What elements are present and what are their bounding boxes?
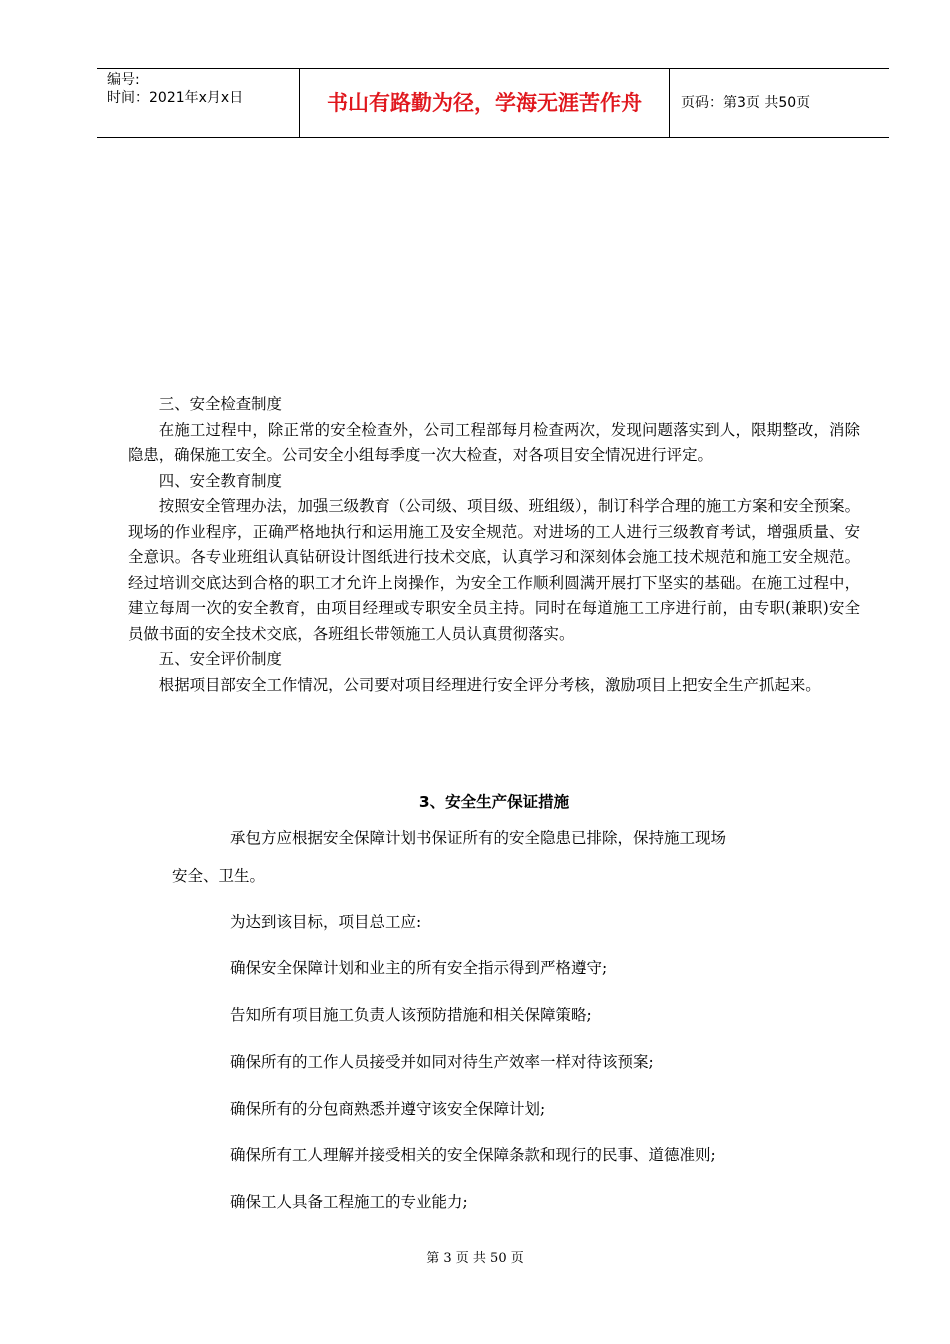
- intro-line: 安全、卫生。: [172, 867, 266, 885]
- page-footer: 第 3 页 共 50 页: [426, 1251, 524, 1266]
- lead-line: 为达到该目标，项目总工应:: [230, 913, 422, 931]
- document-time-label: 时间：2021年x月x日: [107, 90, 244, 106]
- section-title: 3、安全生产保证措施: [418, 793, 570, 811]
- section-heading-check: 三、安全检查制度: [158, 395, 282, 413]
- section-heading-evaluation: 五、安全评价制度: [158, 650, 282, 668]
- document-number-label: 编号:: [107, 72, 140, 88]
- header-divider: [669, 69, 670, 137]
- paragraph-education: 按照安全管理办法，加强三级教育（公司级、项目级、班组级），制订科学合理的施工方案和安全预案。现场的作业程序，正确严格地执行和运用施工及安全规范。对进场的工人进行三级教育考试，增强质量、安全意识。各专业班组认真钻研设计图纸进行技术交底，认真学习和深刻体会施工技术规范和施工安全规范。经过培训交底达到合格的职工才允许上岗操作，为安全工作顺利圆满开展打下坚实的基础。在施工过程中，建立每周一次的安全教育，由项目经理或专职安全员主持。同时在每道施工工序进行前，由专职(兼职)安全员做书面的安全技术交底，各班组长带领施工人员认真贯彻落实。: [128, 497, 860, 643]
- measure-item: 确保安全保障计划和业主的所有安全指示得到严格遵守;: [230, 959, 608, 977]
- document-header: [97, 68, 889, 138]
- header-motto: 书山有路勤为径，学海无涯苦作舟: [327, 91, 642, 115]
- header-meta: [107, 71, 297, 107]
- paragraph-evaluation: 根据项目部安全工作情况，公司要对项目经理进行安全评分考核，激励项目上把安全生产抓起来。: [158, 675, 821, 694]
- header-page-info: 页码：第3页 共50页: [681, 95, 811, 111]
- intro-line: 承包方应根据安全保障计划书保证所有的安全隐患已排除，保持施工现场: [230, 829, 727, 847]
- section-heading-education: 四、安全教育制度: [158, 471, 282, 490]
- measure-item: 确保工人具备工程施工的专业能力;: [230, 1193, 468, 1211]
- measure-item: 告知所有项目施工负责人该预防措施和相关保障策略;: [230, 1006, 592, 1024]
- safety-rules-body: [128, 392, 860, 698]
- measure-item: 确保所有的分包商熟悉并遵守该安全保障计划;: [230, 1100, 546, 1118]
- measure-item: 确保所有工人理解并接受相关的安全保障条款和现行的民事、道德准则;: [230, 1146, 716, 1164]
- paragraph-check: 在施工过程中，除正常的安全检查外，公司工程部每月检查两次，发现问题落实到人，限期整改，消除隐患，确保施工安全。公司安全小组每季度一次大检查，对各项目安全情况进行评定。: [128, 420, 860, 464]
- measure-item: 确保所有的工作人员接受并如同对待生产效率一样对待该预案;: [230, 1053, 654, 1071]
